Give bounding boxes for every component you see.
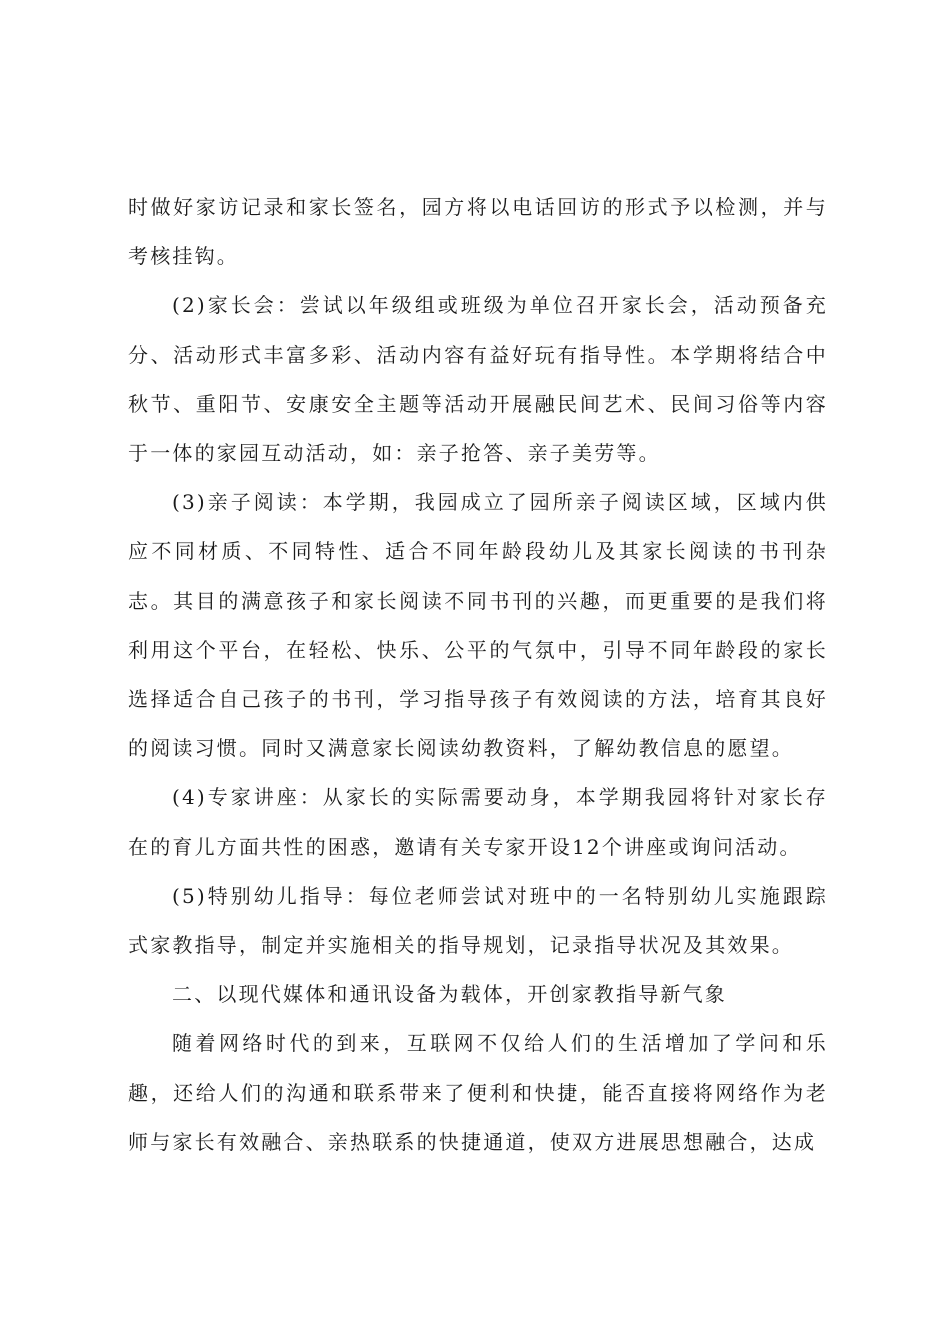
paragraph-parent-child-reading: (3)亲子阅读：本学期，我园成立了园所亲子阅读区域，区域内供应不同材质、不同特性、适合不同年龄段幼儿及其家长阅读的书刊杂志。其目的满意孩子和家长阅读不同书刊的兴趣，而更重要的是我们将利用这个平台，在轻松、快乐、公平的气氛中，引导不同年龄段的家长选择适合自己孩子的书刊，学习指导孩子有效阅读的方法，培育其良好的阅读习惯。同时又满意家长阅读幼教资料，了解幼教信息的愿望。 (128, 490, 828, 761)
paragraph-expert-lectures: (4)专家讲座：从家长的实际需要动身，本学期我园将针对家长存在的育儿方面共性的困惑，邀请有关专家开设12个讲座或询问活动。 (128, 785, 828, 859)
section-heading-media: 二、以现代媒体和通讯设备为载体，开创家教指导新气象 (172, 982, 727, 1007)
paragraph-continuation: 时做好家访记录和家长签名，园方将以电话回访的形式予以检测，并与考核挂钩。 (128, 195, 828, 269)
document-body (128, 183, 828, 1167)
paragraph-special-guidance: (5)特别幼儿指导：每位老师尝试对班中的一名特别幼儿实施跟踪式家教指导，制定并实施相关的指导规划，记录指导状况及其效果。 (128, 883, 828, 958)
paragraph-internet: 随着网络时代的到来，互联网不仅给人们的生活增加了学问和乐趣，还给人们的沟通和联系带来了便利和快捷，能否直接将网络作为老师与家长有效融合、亲热联系的快捷通道，使双方进展思想融合，达成 (128, 1031, 828, 1154)
paragraph-parent-meeting: (2)家长会：尝试以年级组或班级为单位召开家长会，活动预备充分、活动形式丰富多彩、活动内容有益好玩有指导性。本学期将结合中秋节、重阳节、安康安全主题等活动开展融民间艺术、民间习俗等内容于一体的家园互动活动，如：亲子抢答、亲子美劳等。 (128, 293, 828, 466)
